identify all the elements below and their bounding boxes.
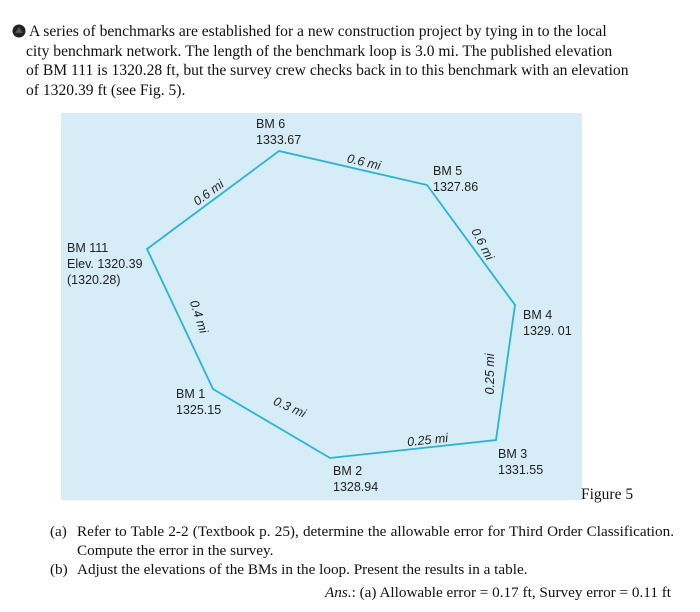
bm-3-label (498, 446, 543, 478)
questions-list (50, 522, 674, 579)
distance-label-bm2-bm1: 0.3 mi (271, 394, 309, 421)
bm-4-label (523, 307, 572, 339)
bm-1-name: BM 1 (176, 387, 206, 401)
bm-6-label (256, 116, 301, 148)
bm-111-label (67, 240, 143, 288)
distance-label-bm4-bm3: 0.25 mi (483, 353, 497, 395)
distance-label-bm111-bm6: 0.6 mi (190, 177, 227, 209)
answer-line (325, 584, 671, 602)
bm-4-elevation: 1329. 01 (523, 324, 572, 338)
bm-2-elevation: 1328.94 (333, 480, 379, 494)
distance-label-bm1-bm111: 0.4 mi (186, 298, 211, 336)
bm-2-name: BM 2 (333, 464, 363, 478)
bm-5-elevation: 1327.86 (433, 180, 479, 194)
question-a-letter: (a) (50, 523, 67, 540)
figure-caption: Figure 5 (581, 486, 634, 503)
question-b-letter: (b) (50, 561, 68, 578)
bm-2-label (333, 463, 378, 495)
bm-111-published-elevation: (1320.28) (67, 273, 121, 287)
bm-6-elevation: 1333.67 (256, 133, 302, 147)
distance-label-bm6-bm5: 0.6 mi (345, 151, 383, 173)
bm-5-label (433, 163, 478, 195)
distance-label-bm3-bm2: 0.25 mi (406, 430, 449, 450)
bm-3-name: BM 3 (498, 447, 528, 461)
problem-line-2: city benchmark network. The length of the benchmark loop is 3.0 mi. The published elevation (26, 42, 613, 60)
bm-5-name: BM 5 (433, 164, 463, 178)
bm-4-name: BM 4 (523, 308, 553, 322)
answer-text: : (a) Allowable error = 0.17 ft, Survey error = 0.11 ft (351, 584, 671, 601)
bm-111-elevation: Elev. 1320.39 (67, 257, 143, 271)
problem-line-1: A series of benchmarks are established for a new construction project by tying in to the local (29, 23, 607, 40)
question-a-text: Refer to Table 2-2 (Textbook p. 25), determine the allowable error for Third Order Classification. Compute the error in the survey. (77, 523, 674, 559)
problem-line-4: of 1320.39 ft (see Fig. 5). (26, 81, 186, 99)
bm-1-elevation: 1325.15 (176, 403, 222, 417)
answer-prefix: Ans. (325, 584, 352, 601)
bm-3-elevation: 1331.55 (498, 463, 544, 477)
bm-6-name: BM 6 (256, 117, 286, 131)
question-a (50, 522, 674, 560)
distance-label-bm5-bm4: 0.6 mi (468, 225, 497, 263)
problem-line-3: of BM 111 is 1320.28 ft, but the survey crew checks back in to this benchmark with an elevation (26, 62, 629, 79)
bm-1-label (176, 386, 221, 418)
question-b-text: Adjust the elevations of the BMs in the loop. Present the results in a table. (77, 561, 528, 578)
bm-111-name: BM 111 (67, 241, 109, 255)
question-b (50, 560, 674, 579)
